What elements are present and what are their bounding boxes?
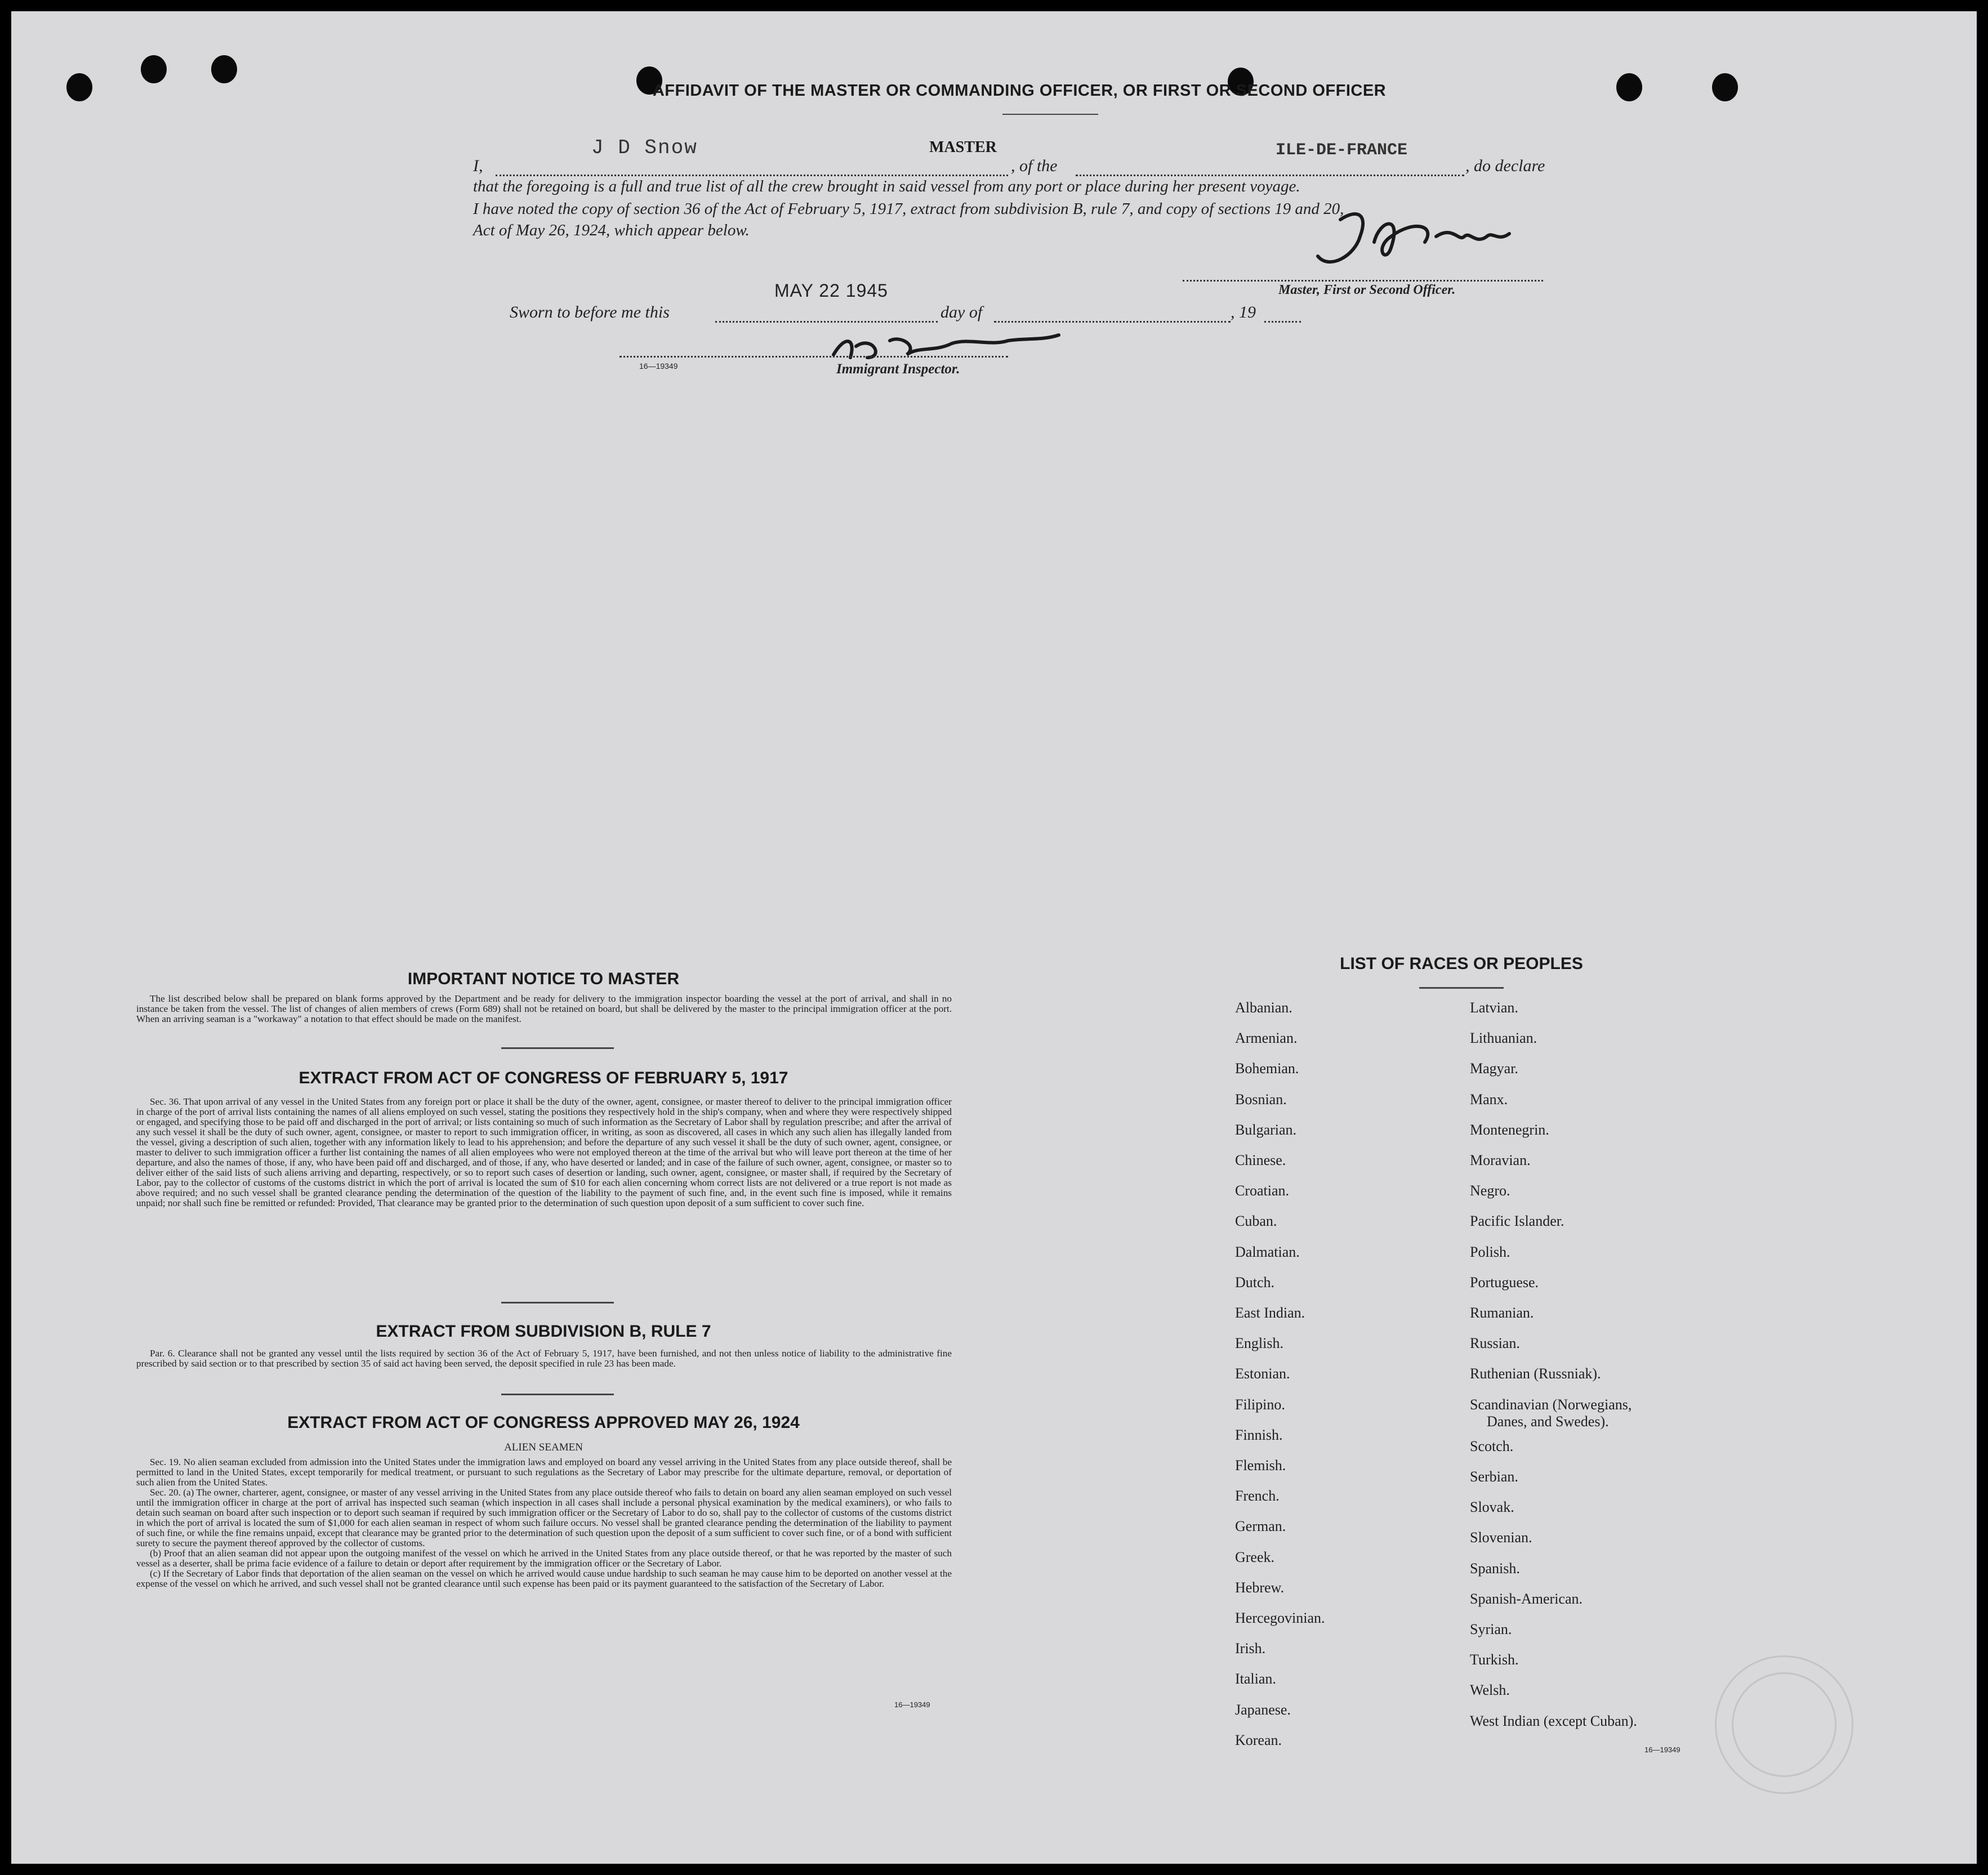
races-title: LIST OF RACES OR PEOPLES [1340,954,1583,973]
race-item: Moravian. [1470,1152,1531,1168]
rank-value: MASTER [929,139,997,156]
sec-19-text: Sec. 19. No alien seaman excluded from admission into the United States under the immigration laws and employed on board any vessel arriving in the United States from any place outside thereof, shall be permitted to land in the United States, except temporarily for medical treatment, or pursuant to such regulations as the Secretary of Labor may prescribe for the ultimate departure, removal, or deportation of such alien from the United States. [136,1457,952,1488]
affidavit-i-label: I, [473,157,483,175]
sec-20b-text: (b) Proof that an alien seaman did not appear upon the outgoing manifest of the vessel on which he arrived in the United States from any place outside thereof, or that he was reported by the master of such vessel as a deserter, shall be prima facie evidence of a failure to detain or deport after requirement by the immigration officer or the Secretary of Labor. [136,1548,952,1569]
race-item: Polish. [1470,1243,1510,1260]
race-item: Spanish. [1470,1560,1520,1577]
vessel-name-value: ILE-DE-FRANCE [1276,141,1408,160]
extract-1917-text: Sec. 36. That upon arrival of any vessel in the United States from any foreign port or place it shall be the duty of the owner, agent, consignee, or master thereof to deliver to the principal immigration officer in charge of the port of arrival lists containing the names of all aliens employed on such vessel, stating the positions they respectively hold in the ship's company, when and where they were respectively shipped or engaged, and specifying those to be paid off and discharged in the port of arrival; or lists containing so much of such information as the Secretary of Labor shall by regulation prescribe; and after the arrival of any such vessel it shall be the duty of such owner, agent, consignee, or master to report to such immigration officer, in writing, as soon as discovered, all cases in which any such alien has illegally landed from the vessel, giving a description of such alien, together with any information likely to lead to his apprehension; and before the departure of any such vessel it shall be the duty of such owner, agent, consignee, or master to deliver to such immigration officer a further list containing the names of all alien employees who were not employed thereon at the time of the arrival but who will leave port thereon at the time of her departure, and also the names of those, if any, who have been paid off and discharged, and of those, if any, who have deserted or landed; and in case of the failure of such owner, agent, consignee, or master so to deliver either of the said lists of such aliens arriving and departing, respectively, or so to report such cases of desertion or landing, such owner, agent, consignee, or master shall, if required by the Secretary of Labor, pay to the collector of customs of the customs district in which the port of arrival is located the sum of $10 for each alien concerning whom correct lists are not delivered or a true report is not made as above required; and no such vessel shall be granted clearance pending the determination of the question of the liability to the payment of such fine, and, in the event such fine is imposed, while it remains unpaid; nor shall such fine be remitted or refunded: Provided, That clearance may be granted prior to the determination of such question upon deposit of a sum sufficient to cover such fine. [136,1096,952,1208]
race-item: Slovak. [1470,1499,1514,1516]
divider [501,1047,614,1049]
extract-1924-title: EXTRACT FROM ACT OF CONGRESS APPROVED MAY 26, 1924 [287,1413,800,1432]
divider [1002,114,1098,115]
race-item: Hebrew. [1235,1579,1285,1596]
notice-text: The list described below shall be prepared on blank forms approved by the Department and be ready for delivery to the immigration inspector boarding the vessel at the port of arrival, and shall in no instance be taken from the vessel. The list of changes of alien members of crews (Form 689) shall not be retained on board, but shall be delivered by the master to the principal immigration officer at the port. When an arriving seaman is a "workaway" a notation to that effect should be made on the manifest. [136,993,952,1024]
race-item: Danes, and Swedes). [1487,1413,1609,1430]
rule-7-text: Par. 6. Clearance shall not be granted any vessel until the lists required by section 36 of the Act of February 5, 1917, have been furnished, and not then unless notice of liability to the administrative fine prescribed by said section or to that prescribed by section 35 of said act having been served, the deposit specified in rule 23 has been made. [136,1348,952,1369]
form-number: 16—19349 [639,361,678,370]
race-item: Scandinavian (Norwegians, [1470,1396,1632,1413]
affidavit-line-2: that the foregoing is a full and true list of all the crew brought in said vessel from any port or place during her present voyage. [473,177,1300,195]
race-item: Armenian. [1235,1030,1298,1047]
race-item: Pacific Islander. [1470,1213,1564,1230]
affidavit-line-4: Act of May 26, 1924, which appear below. [473,221,750,239]
race-item: Ruthenian (Russniak). [1470,1365,1601,1382]
day-of-label: day of [940,303,983,322]
race-item: Estonian. [1235,1365,1290,1382]
race-item: Dalmatian. [1235,1243,1300,1260]
sworn-date-line [715,321,938,323]
extract-1917-title: EXTRACT FROM ACT OF CONGRESS OF FEBRUARY 5, 1917 [298,1069,788,1087]
punch-hole [1712,73,1738,101]
punch-hole [211,55,237,83]
year-label: , 19 [1231,303,1256,322]
punch-hole [66,73,92,101]
punch-hole [141,55,167,83]
form-number: 16—19349 [1644,1745,1681,1754]
signature-line [1183,280,1543,282]
race-item: Spanish-American. [1470,1590,1583,1607]
race-item: Dutch. [1235,1274,1275,1291]
race-item: Irish. [1235,1640,1266,1657]
alien-seamen-subtitle: ALIEN SEAMEN [504,1441,583,1453]
race-item: French. [1235,1488,1280,1505]
master-signature [1307,203,1532,282]
punch-hole [1616,73,1642,101]
name-line [496,175,1008,176]
race-item: Syrian. [1470,1621,1512,1637]
master-name-value: J D Snow [591,136,698,159]
affidavit-line-3: I have noted the copy of section 36 of the Act of February 5, 1917, extract from subdivision B, rule 7, and copy of sections 19 and 20, [473,200,1344,218]
affidavit-title: AFFIDAVIT OF THE MASTER OR COMMANDING OFFICER, OR FIRST OR SECOND OFFICER [652,82,1387,100]
document-page [11,11,1977,1864]
race-item: East Indian. [1235,1305,1305,1321]
race-item: Greek. [1235,1548,1275,1565]
race-item: English. [1235,1335,1283,1352]
race-item: Lithuanian. [1470,1030,1537,1047]
divider [1419,987,1504,989]
race-item: Portuguese. [1470,1274,1539,1291]
signature-label: Master, First or Second Officer. [1278,283,1456,297]
race-item: Chinese. [1235,1152,1286,1168]
inspector-label: Immigrant Inspector. [836,361,960,377]
month-line [994,321,1231,323]
race-item: Magyar. [1470,1060,1518,1077]
extract-1924-body [136,1457,952,1589]
race-item: Croatian. [1235,1182,1290,1199]
race-item: Rumanian. [1470,1305,1534,1321]
race-item: Manx. [1470,1091,1508,1108]
race-item: West Indian (except Cuban). [1470,1712,1637,1729]
race-item: Bosnian. [1235,1091,1287,1108]
race-item: Albanian. [1235,999,1292,1016]
race-item: Negro. [1470,1182,1510,1199]
race-item: Scotch. [1470,1438,1514,1454]
race-item: Japanese. [1235,1701,1291,1718]
race-item: Korean. [1235,1731,1282,1748]
divider [501,1302,614,1303]
rule-7-title: EXTRACT FROM SUBDIVISION B, RULE 7 [376,1322,711,1341]
race-item: Finnish. [1235,1426,1283,1443]
race-item: Bohemian. [1235,1060,1299,1077]
divider [501,1394,614,1395]
race-item: Hercegovinian. [1235,1610,1325,1626]
race-item: Latvian. [1470,999,1518,1016]
of-the-label: , of the [1011,157,1058,175]
vessel-line [1076,175,1464,176]
race-item: Filipino. [1235,1396,1285,1413]
race-item: German. [1235,1518,1286,1535]
race-item: Russian. [1470,1335,1520,1352]
sworn-date-stamp: MAY 22 1945 [774,280,888,301]
race-item: Welsh. [1470,1682,1510,1699]
inspector-line [619,356,1008,358]
embossed-seal-inner [1732,1672,1837,1777]
race-item: Slovenian. [1470,1529,1532,1546]
sec-20c-text: (c) If the Secretary of Labor finds that deportation of the alien seaman on the vessel on which he arrived would cause undue hardship to such seaman he may cause him to be deported on another vessel at the expense of the vessel on which he arrived, and such vessel shall not be granted clearance until such expense has been paid or its payment guaranteed to the satisfaction of the Secretary of Labor. [136,1568,952,1589]
notice-title: IMPORTANT NOTICE TO MASTER [407,970,680,988]
race-item: Italian. [1235,1671,1276,1688]
sec-20a-text: Sec. 20. (a) The owner, charterer, agent, consignee, or master of any vessel arriving in the United States from any place outside thereof who fails to detain on board any alien seaman employed on such vessel until the immigration officer in charge at the port of arrival has inspected such seaman (which inspection in all cases shall include a personal physical examination by the medical examiners), or who fails to detain such seaman on board after such inspection or to deport such seaman if required by such immigration officer or the Secretary of Labor to do so, shall pay to the collector of customs of the customs district in which the port of arrival is located the sum of $1,000 for each alien seaman in respect of whom such failure occurs. No vessel shall be granted clearance pending the determination of the liability to payment of such fine, or while the fine remains unpaid, except that clearance may be granted prior to the determination of such question upon the deposit of a sum sufficient to cover such fine, or of a bond with sufficient surety to secure the payment thereof approved by the collector of customs. [136,1487,952,1548]
race-item: Flemish. [1235,1457,1286,1474]
race-item: Turkish. [1470,1651,1519,1668]
race-item: Serbian. [1470,1468,1518,1485]
sworn-label: Sworn to before me this [510,303,670,322]
do-declare-label: , do declare [1465,157,1545,175]
race-item: Montenegrin. [1470,1121,1549,1138]
race-item: Cuban. [1235,1213,1277,1230]
form-number: 16—19349 [894,1700,930,1709]
year-line [1264,321,1301,323]
race-item: Bulgarian. [1235,1121,1297,1138]
